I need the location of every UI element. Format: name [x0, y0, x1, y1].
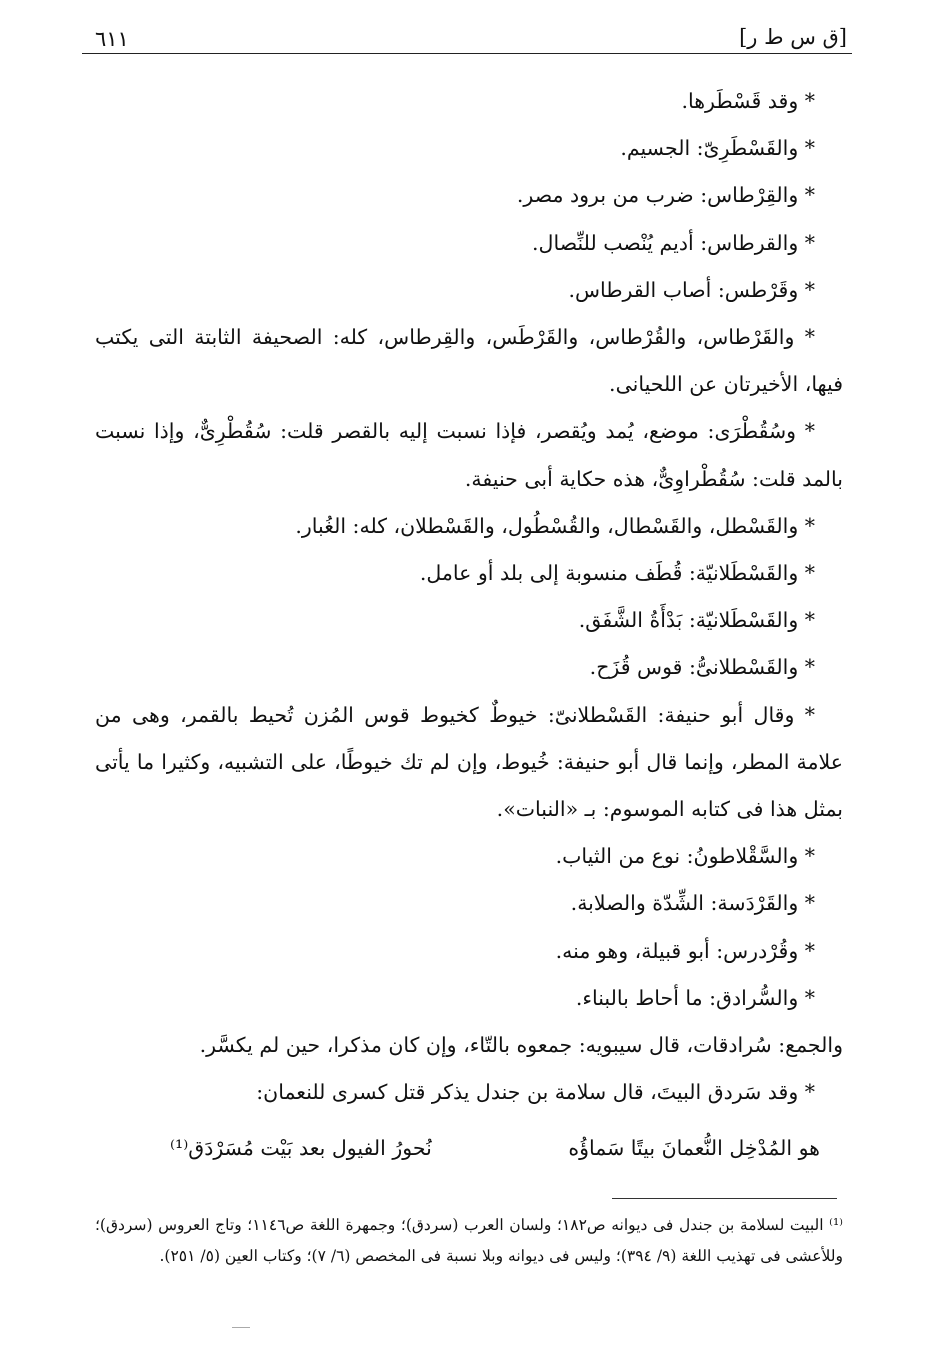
verse-first-hemistich: هو المُدْخِل النُّعمانَ بيتًا سَماؤُه: [568, 1136, 820, 1160]
footnote: [95, 1210, 843, 1272]
entry-paragraph: والجمع: سُرادقات، قال سيبويه: جمعوه بالتّاء، وإن كان مذكرا، حين لم يكسَّر.: [199, 1033, 843, 1058]
entry-paragraph: * والقَسْطَرِىّ: الجسيم.: [620, 136, 815, 161]
verse-second-hemistich: نُحورُ الفيول بعد بَيْت مُسَرْدَق⁽¹⁾: [170, 1136, 432, 1160]
entry-paragraph: * والقرطاس: أديم يُنْصب للنِّصال.: [532, 230, 815, 255]
entry-paragraph: * وقُرْدرس: أبو قبيلة، وهو منه.: [555, 938, 815, 963]
entry-paragraph: * والقَرْدَسة: الشِّدّة والصلابة.: [570, 891, 815, 916]
entry-paragraph: * والقَسْطَلانيّة: قُطَف منسوبة إلى بلد أو عامل.: [419, 561, 815, 586]
entry-paragraph: * والسَّقْلاطونُ: نوع من الثياب.: [555, 844, 815, 869]
entry-paragraph: * وقال أبو حنيفة: القَسْطلانىّ: خيوطٌ كخيوط قوس المُزن تُحيط بالقمر، وهى من علامة المطر، وإنما قال أبو حنيفة: خُيوط، وإن لم تك خيوطًا، على التشبيه، وكثيرا ما يأتى بمثل هذا فى كتابه الموسوم: بـ «النبات».: [95, 702, 843, 822]
header-divider: [82, 53, 852, 54]
main-text: [95, 78, 843, 1116]
poetry-verse: [170, 1136, 830, 1176]
page-number: ٦١١: [95, 27, 129, 51]
entry-paragraph: * وقَرْطس: أصاب القرطاس.: [568, 277, 815, 302]
entry-paragraph: * والقِرْطاس: ضرب من برود مصر.: [516, 183, 815, 208]
entry-paragraph: * والقَسْطَلانيّة: بَدْأَةُ الشَّفَق.: [578, 608, 815, 633]
entry-paragraph: * وسُقُطْرَى: موضع، يُمد ويُقصر، فإذا نسبت إليه بالقصر قلت: سُقُطْرِىٌّ، وإذا نسبت بالمد قلت: سُقُطْراوِىٌّ، هذه حكاية أبى حنيفة.: [95, 419, 843, 491]
entry-paragraph: * والسُّرادق: ما أحاط بالبناء.: [575, 985, 815, 1010]
entry-paragraph: * والقَرْطاس، والقُرْطاس، والقَرْطَس، والقِرطاس، كله: الصحيفة الثابتة التى يكتب فيها، الأخيرتان عن اللحيانى.: [95, 325, 843, 397]
entry-paragraph: * وقد سَردق البيتَ، قال سلامة بن جندل يذكر قتل كسرى للنعمان:: [256, 1080, 815, 1105]
scan-mark: [232, 1327, 250, 1328]
entry-paragraph: * والقَسْطلانىُّ: قوس قُزَح.: [589, 655, 815, 680]
footnote-text: ⁽¹⁾ البيت لسلامة بن جندل فى ديوانه ص١٨٢؛ ولسان العرب (سردق)؛ وجمهرة اللغة ص١١٤٦؛ وتاج العروس (سردق)؛ وللأعشى فى تهذيب اللغة (٩/ ٣٩٤)؛ وليس فى ديوانه وبلا نسبة فى المخصص (٦/ ٧)؛ وكتاب العين (٥/ ٢٥١).: [95, 1216, 843, 1265]
entry-paragraph: * وقد قَسْطَرها.: [681, 89, 815, 113]
entry-paragraph: * والقَسْطل، والقَسْطال، والقُسْطُول، والقَسْطلان، كله: الغُبار.: [295, 513, 815, 538]
root-tag-header: [ق س ط ر]: [739, 25, 847, 49]
footnote-divider: [612, 1198, 837, 1199]
